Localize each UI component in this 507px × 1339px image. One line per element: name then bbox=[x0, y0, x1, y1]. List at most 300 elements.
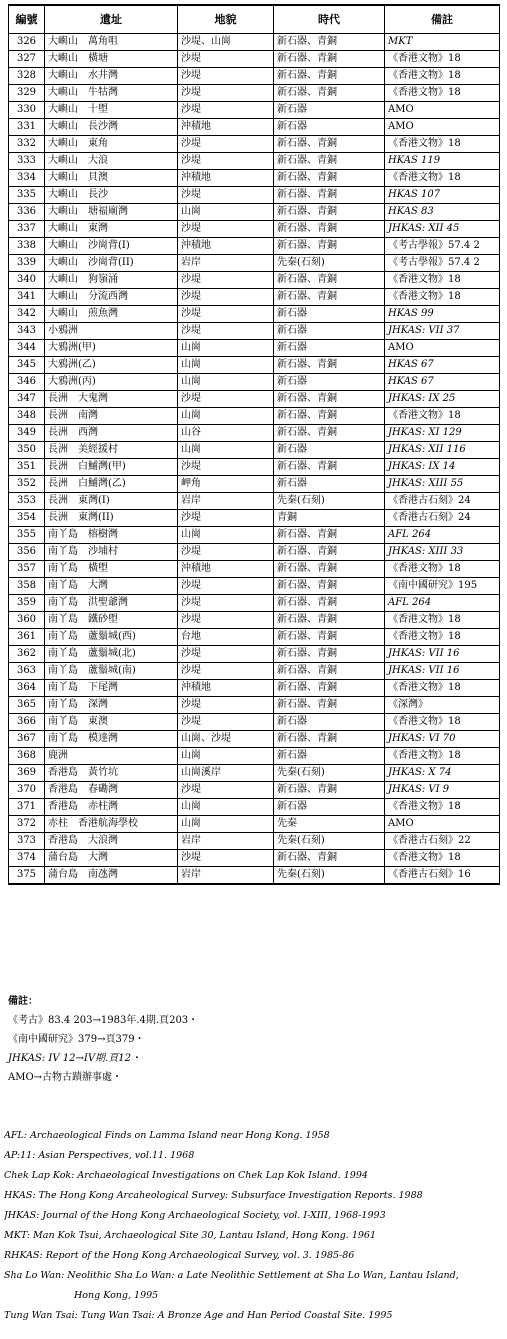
cell-era: 新石器 bbox=[274, 374, 385, 391]
reference-key: AP: bbox=[4, 1150, 21, 1161]
cell-site: 長洲 東灣(I) bbox=[45, 493, 178, 510]
table-row bbox=[9, 561, 500, 578]
reference-text: Report of the Hong Kong Archaeological Survey, vol. 3. 1985-86 bbox=[42, 1250, 355, 1261]
cell-era: 新石器、青銅 bbox=[274, 51, 385, 68]
cell-note: 《香港文物》18 bbox=[385, 561, 500, 578]
reference-text: Neolithic Sha Lo Wan: a Late Neolithic Settlement at Sha Lo Wan, Lantau Island, bbox=[64, 1270, 459, 1281]
table-row bbox=[9, 425, 500, 442]
cell-era: 先秦 bbox=[274, 816, 385, 833]
cell-site: 赤柱 香港航海學校 bbox=[45, 816, 178, 833]
cell-landform: 山崗 bbox=[178, 816, 274, 833]
reference-text: Man Kok Tsui, Archaeological Site 30, Lantau Island, Hong Kong. 1961 bbox=[30, 1230, 377, 1241]
cell-note: 《香港文物》18 bbox=[385, 170, 500, 187]
table-row bbox=[9, 340, 500, 357]
cell-site: 大嶼山 貝澳 bbox=[45, 170, 178, 187]
reference-key: Chek Lap Kok: bbox=[4, 1170, 75, 1181]
cell-site: 大嶼山 萬角咀 bbox=[45, 34, 178, 51]
cell-era: 新石器、青銅 bbox=[274, 629, 385, 646]
cell-landform: 沙堤 bbox=[178, 544, 274, 561]
cell-site: 大嶼山 塘福廟灣 bbox=[45, 204, 178, 221]
cell-landform: 沙堤 bbox=[178, 697, 274, 714]
site-table bbox=[8, 4, 500, 885]
cell-no: 330 bbox=[9, 102, 45, 119]
table-row bbox=[9, 51, 500, 68]
cell-era: 新石器、青銅 bbox=[274, 68, 385, 85]
table-row bbox=[9, 272, 500, 289]
col-header-no: 編號 bbox=[9, 5, 45, 34]
cell-note: 《香港古石刻》24 bbox=[385, 510, 500, 527]
cell-landform: 沙堤 bbox=[178, 289, 274, 306]
cell-era: 新石器 bbox=[274, 323, 385, 340]
cell-no: 370 bbox=[9, 782, 45, 799]
cell-note: 《香港文物》18 bbox=[385, 612, 500, 629]
table-row bbox=[9, 731, 500, 748]
table-row bbox=[9, 833, 500, 850]
cell-era: 新石器、青銅 bbox=[274, 289, 385, 306]
cell-site: 大嶼山 牛牯灣 bbox=[45, 85, 178, 102]
cell-no: 336 bbox=[9, 204, 45, 221]
reference-text: Hong Kong, 1995 bbox=[74, 1290, 159, 1301]
cell-landform: 沙堤 bbox=[178, 391, 274, 408]
cell-site: 蒲台島 大灣 bbox=[45, 850, 178, 867]
cell-note: 《南中國研究》195 bbox=[385, 578, 500, 595]
table-row bbox=[9, 68, 500, 85]
cell-site: 大嶼山 橫塘 bbox=[45, 51, 178, 68]
cell-no: 369 bbox=[9, 765, 45, 782]
cell-landform: 沙堤 bbox=[178, 272, 274, 289]
cell-note: AMO bbox=[385, 340, 500, 357]
cell-site: 香港島 赤柱灣 bbox=[45, 799, 178, 816]
table-row bbox=[9, 34, 500, 51]
cell-note: 《香港文物》18 bbox=[385, 629, 500, 646]
cell-note: JHKAS: VI 9 bbox=[385, 782, 500, 799]
cell-landform: 山崗溪岸 bbox=[178, 765, 274, 782]
cell-landform: 山崗 bbox=[178, 748, 274, 765]
cell-note: 《香港文物》18 bbox=[385, 51, 500, 68]
cell-no: 343 bbox=[9, 323, 45, 340]
col-header-era: 時代 bbox=[274, 5, 385, 34]
reference-line bbox=[4, 1146, 503, 1166]
cell-era: 新石器、青銅 bbox=[274, 85, 385, 102]
cell-era: 新石器 bbox=[274, 442, 385, 459]
cell-site: 南丫島 鐵砂塱 bbox=[45, 612, 178, 629]
cell-site: 長洲 美經援村 bbox=[45, 442, 178, 459]
cell-note: 《香港文物》18 bbox=[385, 850, 500, 867]
cell-site: 南丫島 大灣 bbox=[45, 578, 178, 595]
table-row bbox=[9, 765, 500, 782]
cell-site: 長洲 西灣 bbox=[45, 425, 178, 442]
table-row bbox=[9, 612, 500, 629]
cell-landform: 岬角 bbox=[178, 476, 274, 493]
cell-no: 327 bbox=[9, 51, 45, 68]
cell-note: MKT bbox=[385, 34, 500, 51]
cell-landform: 岩岸 bbox=[178, 255, 274, 272]
table-header bbox=[9, 5, 500, 34]
table-row bbox=[9, 867, 500, 885]
cell-no: 349 bbox=[9, 425, 45, 442]
table-row bbox=[9, 170, 500, 187]
table-row bbox=[9, 595, 500, 612]
reference-text: The Hong Kong Arcaheological Survey: Subsurface Investigation Reports. 1988 bbox=[35, 1190, 423, 1201]
cell-site: 南丫島 蘆鬚城(北) bbox=[45, 646, 178, 663]
cell-no: 337 bbox=[9, 221, 45, 238]
cell-landform: 沙堤 bbox=[178, 714, 274, 731]
cell-era: 新石器、青銅 bbox=[274, 136, 385, 153]
cell-era: 新石器、青銅 bbox=[274, 731, 385, 748]
cell-era: 新石器 bbox=[274, 340, 385, 357]
cell-era: 新石器、青銅 bbox=[274, 527, 385, 544]
cell-note: 《考古學報》57.4 2 bbox=[385, 255, 500, 272]
cell-no: 353 bbox=[9, 493, 45, 510]
reference-key: HKAS: bbox=[4, 1190, 36, 1201]
cell-note: 《香港文物》18 bbox=[385, 408, 500, 425]
cell-era: 新石器 bbox=[274, 476, 385, 493]
cell-note: 《香港文物》18 bbox=[385, 714, 500, 731]
reference-text: Archaeological Finds on Lamma Island near Hong Kong. 1958 bbox=[26, 1130, 330, 1141]
cell-landform: 沙堤 bbox=[178, 663, 274, 680]
cell-note: 《香港文物》18 bbox=[385, 68, 500, 85]
cell-landform: 沙堤 bbox=[178, 595, 274, 612]
cell-no: 335 bbox=[9, 187, 45, 204]
cell-note: JHKAS: XII 45 bbox=[385, 221, 500, 238]
table-row bbox=[9, 442, 500, 459]
cell-site: 大鴉洲(丙) bbox=[45, 374, 178, 391]
note-line: 《考古》83.4 203→1983年.4期.頁203・ bbox=[8, 1015, 199, 1026]
col-header-site: 遺址 bbox=[45, 5, 178, 34]
site-table-container bbox=[8, 4, 499, 885]
cell-era: 新石器、青銅 bbox=[274, 561, 385, 578]
cell-landform: 山谷 bbox=[178, 425, 274, 442]
cell-era: 新石器、青銅 bbox=[274, 850, 385, 867]
reference-key: Tung Wan Tsai: bbox=[4, 1310, 78, 1321]
cell-note: 《香港古石刻》22 bbox=[385, 833, 500, 850]
cell-site: 香港島 春磡灣 bbox=[45, 782, 178, 799]
table-row bbox=[9, 238, 500, 255]
cell-landform: 沙堤 bbox=[178, 85, 274, 102]
cell-note: JHKAS: IX 25 bbox=[385, 391, 500, 408]
cell-note: HKAS 67 bbox=[385, 374, 500, 391]
cell-site: 南丫島 沙埔村 bbox=[45, 544, 178, 561]
cell-note: AMO bbox=[385, 816, 500, 833]
reference-line bbox=[4, 1166, 503, 1186]
note-line: AMO→古物古蹟辦事處・ bbox=[8, 1072, 123, 1083]
reference-key: RHKAS: bbox=[4, 1250, 43, 1261]
cell-no: 352 bbox=[9, 476, 45, 493]
cell-era: 先秦(石刻) bbox=[274, 255, 385, 272]
cell-era: 新石器、青銅 bbox=[274, 391, 385, 408]
cell-site: 大嶼山 煎魚灣 bbox=[45, 306, 178, 323]
cell-note: 《香港文物》18 bbox=[385, 272, 500, 289]
cell-no: 333 bbox=[9, 153, 45, 170]
cell-site: 大嶼山 十塱 bbox=[45, 102, 178, 119]
cell-note: JHKAS: XI 129 bbox=[385, 425, 500, 442]
cell-no: 354 bbox=[9, 510, 45, 527]
cell-note: 《香港文物》18 bbox=[385, 680, 500, 697]
cell-era: 新石器 bbox=[274, 119, 385, 136]
cell-landform: 沙堤 bbox=[178, 646, 274, 663]
cell-note: JHKAS: VI 70 bbox=[385, 731, 500, 748]
table-row bbox=[9, 289, 500, 306]
cell-era: 新石器 bbox=[274, 714, 385, 731]
cell-landform: 沙堤 bbox=[178, 187, 274, 204]
note-line: 《南中國研究》379→頁379・ bbox=[8, 1034, 145, 1045]
cell-landform: 山崗 bbox=[178, 340, 274, 357]
table-row bbox=[9, 578, 500, 595]
cell-no: 368 bbox=[9, 748, 45, 765]
cell-note: JHKAS: XIII 55 bbox=[385, 476, 500, 493]
cell-landform: 沖積地 bbox=[178, 680, 274, 697]
cell-note: JHKAS: VII 16 bbox=[385, 663, 500, 680]
cell-landform: 沙堤 bbox=[178, 68, 274, 85]
references-section bbox=[4, 1126, 503, 1326]
table-row bbox=[9, 136, 500, 153]
reference-text: 11: Asian Perspectives, vol.11. 1968 bbox=[20, 1150, 195, 1161]
table-body bbox=[9, 34, 500, 885]
cell-landform: 沙堤 bbox=[178, 323, 274, 340]
cell-landform: 沙堤 bbox=[178, 306, 274, 323]
cell-note: HKAS 99 bbox=[385, 306, 500, 323]
table-row bbox=[9, 646, 500, 663]
cell-note: 《考古學報》57.4 2 bbox=[385, 238, 500, 255]
cell-site: 南丫島 下尾灣 bbox=[45, 680, 178, 697]
table-row bbox=[9, 663, 500, 680]
cell-note: JHKAS: VII 37 bbox=[385, 323, 500, 340]
cell-site: 長洲 白鯆灣(甲) bbox=[45, 459, 178, 476]
cell-era: 新石器、青銅 bbox=[274, 646, 385, 663]
cell-no: 345 bbox=[9, 357, 45, 374]
cell-landform: 沙堤 bbox=[178, 782, 274, 799]
cell-no: 365 bbox=[9, 697, 45, 714]
cell-no: 340 bbox=[9, 272, 45, 289]
cell-no: 360 bbox=[9, 612, 45, 629]
cell-era: 新石器、青銅 bbox=[274, 782, 385, 799]
reference-text: Tung Wan Tsai: A Bronze Age and Han Period Coastal Site. 1995 bbox=[77, 1310, 393, 1321]
cell-note: JHKAS: XII 116 bbox=[385, 442, 500, 459]
cell-landform: 沙堤 bbox=[178, 51, 274, 68]
cell-era: 新石器、青銅 bbox=[274, 425, 385, 442]
cell-era: 新石器、青銅 bbox=[274, 612, 385, 629]
cell-no: 362 bbox=[9, 646, 45, 663]
cell-no: 366 bbox=[9, 714, 45, 731]
cell-era: 新石器、青銅 bbox=[274, 272, 385, 289]
cell-site: 南丫島 橫塱 bbox=[45, 561, 178, 578]
cell-site: 大嶼山 分流西灣 bbox=[45, 289, 178, 306]
cell-site: 大嶼山 水井灣 bbox=[45, 68, 178, 85]
table-row bbox=[9, 391, 500, 408]
cell-era: 先秦(石刻) bbox=[274, 493, 385, 510]
cell-site: 大嶼山 狗嶺涌 bbox=[45, 272, 178, 289]
cell-site: 大嶼山 沙崗背(I) bbox=[45, 238, 178, 255]
table-row bbox=[9, 697, 500, 714]
cell-site: 大嶼山 沙崗背(II) bbox=[45, 255, 178, 272]
cell-note: JHKAS: X 74 bbox=[385, 765, 500, 782]
cell-no: 326 bbox=[9, 34, 45, 51]
reference-text: Archaeological Investigations on Chek Lap Kok Island. 1994 bbox=[74, 1170, 368, 1181]
cell-landform: 岩岸 bbox=[178, 833, 274, 850]
cell-era: 新石器、青銅 bbox=[274, 680, 385, 697]
cell-landform: 沖積地 bbox=[178, 170, 274, 187]
cell-site: 大嶼山 長沙灣 bbox=[45, 119, 178, 136]
cell-site: 大嶼山 東灣 bbox=[45, 221, 178, 238]
cell-site: 長洲 南灣 bbox=[45, 408, 178, 425]
reference-line bbox=[4, 1126, 503, 1146]
cell-site: 南丫島 東澳 bbox=[45, 714, 178, 731]
cell-note: 《深灣》 bbox=[385, 697, 500, 714]
cell-no: 357 bbox=[9, 561, 45, 578]
table-row bbox=[9, 85, 500, 102]
cell-era: 新石器 bbox=[274, 102, 385, 119]
cell-landform: 山崗、沙堤 bbox=[178, 731, 274, 748]
cell-era: 新石器 bbox=[274, 799, 385, 816]
cell-no: 367 bbox=[9, 731, 45, 748]
reference-line bbox=[4, 1306, 503, 1326]
cell-era: 新石器、青銅 bbox=[274, 357, 385, 374]
cell-no: 348 bbox=[9, 408, 45, 425]
cell-site: 大嶼山 長沙 bbox=[45, 187, 178, 204]
table-row bbox=[9, 476, 500, 493]
cell-note: HKAS 107 bbox=[385, 187, 500, 204]
cell-landform: 山崗 bbox=[178, 408, 274, 425]
cell-no: 347 bbox=[9, 391, 45, 408]
notes-section bbox=[8, 992, 499, 1087]
cell-site: 長洲 大鬼灣 bbox=[45, 391, 178, 408]
cell-note: 《香港文物》18 bbox=[385, 289, 500, 306]
table-row bbox=[9, 374, 500, 391]
cell-landform: 山崗 bbox=[178, 799, 274, 816]
cell-note: 《香港古石刻》24 bbox=[385, 493, 500, 510]
cell-era: 新石器、青銅 bbox=[274, 170, 385, 187]
cell-no: 338 bbox=[9, 238, 45, 255]
cell-note: AMO bbox=[385, 102, 500, 119]
cell-no: 355 bbox=[9, 527, 45, 544]
reference-key: JHKAS: bbox=[4, 1210, 40, 1221]
cell-no: 332 bbox=[9, 136, 45, 153]
reference-key: MKT: bbox=[4, 1230, 31, 1241]
cell-no: 344 bbox=[9, 340, 45, 357]
cell-era: 先秦(石刻) bbox=[274, 867, 385, 885]
table-row bbox=[9, 119, 500, 136]
cell-landform: 山崗 bbox=[178, 204, 274, 221]
cell-no: 342 bbox=[9, 306, 45, 323]
cell-no: 346 bbox=[9, 374, 45, 391]
cell-site: 南丫島 榕樹灣 bbox=[45, 527, 178, 544]
table-row bbox=[9, 323, 500, 340]
notes-list bbox=[8, 1011, 499, 1087]
cell-note: AFL 264 bbox=[385, 595, 500, 612]
cell-era: 新石器 bbox=[274, 306, 385, 323]
cell-note: JHKAS: VII 16 bbox=[385, 646, 500, 663]
cell-no: 372 bbox=[9, 816, 45, 833]
notes-heading: 備註： bbox=[8, 996, 38, 1007]
cell-landform: 沖積地 bbox=[178, 119, 274, 136]
cell-era: 先秦(石刻) bbox=[274, 765, 385, 782]
table-row bbox=[9, 544, 500, 561]
table-row bbox=[9, 306, 500, 323]
cell-no: 363 bbox=[9, 663, 45, 680]
table-row bbox=[9, 459, 500, 476]
cell-site: 蒲台島 南氹灣 bbox=[45, 867, 178, 885]
cell-site: 大嶼山 大浪 bbox=[45, 153, 178, 170]
col-header-landform: 地貌 bbox=[178, 5, 274, 34]
cell-site: 南丫島 模達灣 bbox=[45, 731, 178, 748]
reference-text: Journal of the Hong Kong Archaeological Society, vol. I-XIII, 1968-1993 bbox=[39, 1210, 386, 1221]
cell-landform: 山崗 bbox=[178, 357, 274, 374]
cell-era: 新石器、青銅 bbox=[274, 187, 385, 204]
cell-era: 新石器、青銅 bbox=[274, 204, 385, 221]
header-row bbox=[9, 5, 500, 34]
cell-landform: 沖積地 bbox=[178, 238, 274, 255]
cell-no: 351 bbox=[9, 459, 45, 476]
reference-line bbox=[4, 1186, 503, 1206]
cell-note: HKAS 83 bbox=[385, 204, 500, 221]
cell-site: 南丫島 蘆鬚城(南) bbox=[45, 663, 178, 680]
table-row bbox=[9, 493, 500, 510]
cell-era: 新石器、青銅 bbox=[274, 663, 385, 680]
cell-landform: 岩岸 bbox=[178, 867, 274, 885]
cell-era: 新石器、青銅 bbox=[274, 408, 385, 425]
cell-landform: 沙堤 bbox=[178, 578, 274, 595]
cell-landform: 岩岸 bbox=[178, 493, 274, 510]
cell-note: HKAS 67 bbox=[385, 357, 500, 374]
cell-note: 《香港文物》18 bbox=[385, 748, 500, 765]
cell-no: 375 bbox=[9, 867, 45, 885]
reference-key: Sha Lo Wan: bbox=[4, 1270, 65, 1281]
cell-site: 香港島 大浪灣 bbox=[45, 833, 178, 850]
cell-no: 328 bbox=[9, 68, 45, 85]
cell-era: 新石器、青銅 bbox=[274, 544, 385, 561]
cell-note: AFL 264 bbox=[385, 527, 500, 544]
cell-site: 南丫島 洪聖爺灣 bbox=[45, 595, 178, 612]
cell-no: 329 bbox=[9, 85, 45, 102]
table-row bbox=[9, 680, 500, 697]
cell-site: 大嶼山 東角 bbox=[45, 136, 178, 153]
table-row bbox=[9, 816, 500, 833]
table-row bbox=[9, 629, 500, 646]
cell-note: 《香港文物》18 bbox=[385, 85, 500, 102]
cell-landform: 沙堤 bbox=[178, 102, 274, 119]
reference-line bbox=[4, 1246, 503, 1266]
cell-site: 長洲 白鯆灣(乙) bbox=[45, 476, 178, 493]
cell-note: JHKAS: XIII 33 bbox=[385, 544, 500, 561]
reference-line bbox=[4, 1286, 503, 1306]
table-row bbox=[9, 204, 500, 221]
table-row bbox=[9, 527, 500, 544]
cell-landform: 沙堤 bbox=[178, 136, 274, 153]
reference-line bbox=[4, 1206, 503, 1226]
table-row bbox=[9, 714, 500, 731]
cell-no: 341 bbox=[9, 289, 45, 306]
cell-no: 374 bbox=[9, 850, 45, 867]
cell-no: 358 bbox=[9, 578, 45, 595]
table-row bbox=[9, 850, 500, 867]
cell-landform: 沖積地 bbox=[178, 561, 274, 578]
cell-era: 新石器、青銅 bbox=[274, 459, 385, 476]
table-row bbox=[9, 510, 500, 527]
cell-note: 《香港文物》18 bbox=[385, 799, 500, 816]
cell-site: 大鴉洲(乙) bbox=[45, 357, 178, 374]
reference-line bbox=[4, 1266, 503, 1286]
cell-site: 南丫島 深灣 bbox=[45, 697, 178, 714]
cell-no: 373 bbox=[9, 833, 45, 850]
cell-era: 新石器、青銅 bbox=[274, 34, 385, 51]
cell-era: 青銅 bbox=[274, 510, 385, 527]
reference-key: AFL: bbox=[4, 1130, 27, 1141]
cell-no: 356 bbox=[9, 544, 45, 561]
table-row bbox=[9, 799, 500, 816]
cell-landform: 山崗 bbox=[178, 527, 274, 544]
table-row bbox=[9, 782, 500, 799]
cell-note: 《香港古石刻》16 bbox=[385, 867, 500, 885]
